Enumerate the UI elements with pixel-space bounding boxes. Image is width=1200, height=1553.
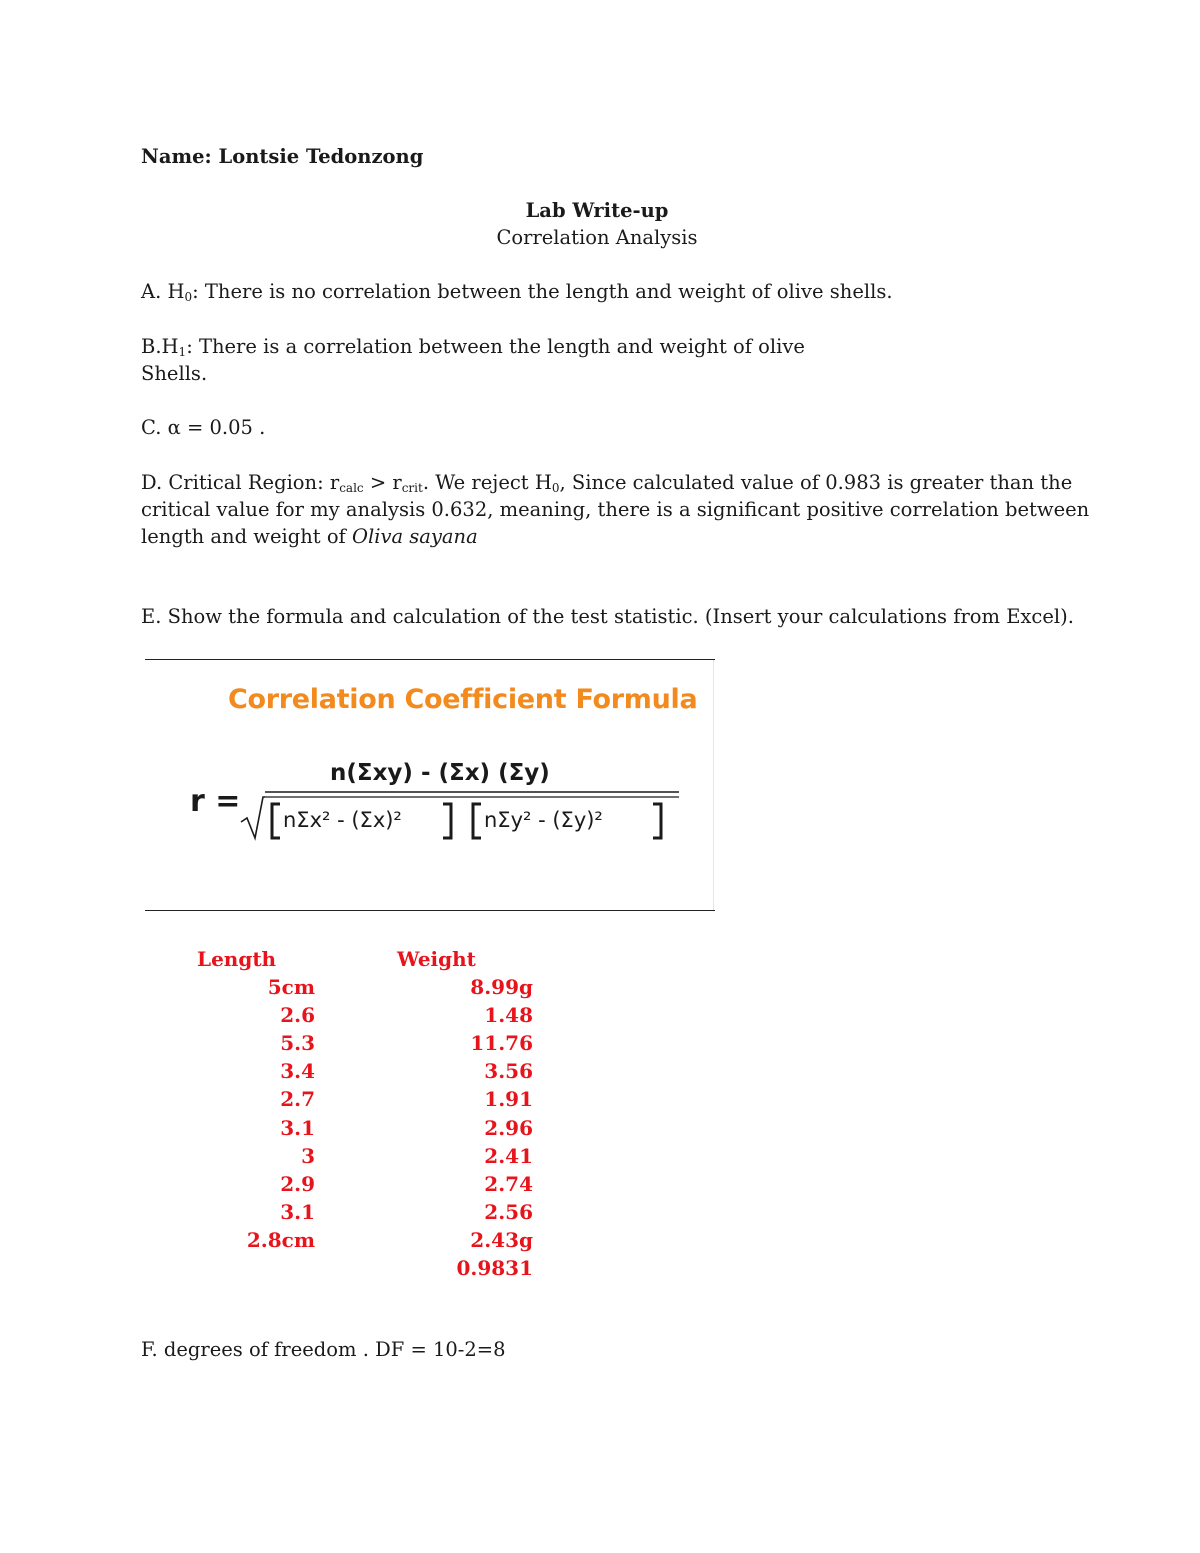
a-subscript: 0 [184, 290, 193, 304]
correlation-result: 0.9831 [456, 1256, 533, 1280]
d-prefix: D. Critical Region: r [141, 471, 340, 494]
alternative-hypothesis-cont: Shells. [141, 362, 208, 385]
d-sub-zero: 0 [551, 481, 560, 495]
alpha-level: C. α = 0.05 . [141, 416, 266, 439]
length-cell: 3.1 [280, 1199, 315, 1224]
weight-cell: 2.43g [470, 1227, 533, 1252]
length-cell: 2.7 [280, 1087, 315, 1112]
formula-image-edge [713, 660, 714, 910]
formula-bottom-rule [145, 910, 715, 911]
species-name: Oliva sayana [351, 525, 478, 548]
right-bracket-open [473, 804, 481, 838]
column-header-length: Length [197, 947, 277, 971]
a-text: : There is no correlation between the length and weight of olive shells. [192, 280, 893, 303]
b-text: : There is a correlation between the length and weight of olive [186, 335, 805, 358]
length-cell: 5.3 [280, 1031, 315, 1056]
document-subtitle: Correlation Analysis [496, 226, 698, 249]
formula-numerator: n(Σxy) - (Σx) (Σy) [330, 760, 550, 786]
denominator-right: nΣy² - (Σy)² [484, 808, 603, 832]
null-hypothesis [141, 278, 893, 305]
d-mid: > r [363, 471, 402, 494]
length-cell: 2.8cm [246, 1227, 315, 1252]
right-bracket-close [653, 804, 661, 838]
critical-region-line3 [141, 523, 478, 550]
formula-top-rule [145, 659, 715, 660]
degrees-of-freedom: F. degrees of freedom . DF = 10-2=8 [141, 1338, 506, 1361]
length-cell: 3.4 [280, 1059, 315, 1084]
d-sub-crit: crit [401, 481, 423, 495]
left-bracket-close [443, 804, 451, 838]
left-bracket-open [272, 804, 280, 838]
weight-cell: 2.56 [484, 1199, 533, 1224]
weight-cell: 3.56 [484, 1059, 533, 1084]
test-statistic-instruction: E. Show the formula and calculation of the test statistic. (Insert your calculations from Excel). [141, 605, 1074, 628]
d-sub-calc: calc [339, 481, 364, 495]
weight-cell: 2.74 [484, 1171, 533, 1196]
b-prefix: B.H [141, 335, 179, 358]
a-prefix: A. H [141, 280, 185, 303]
weight-cell: 2.96 [484, 1115, 533, 1140]
critical-region-line2: critical value for my analysis 0.632, meaning, there is a significant positive correlation between [141, 498, 1090, 521]
document-title: Lab Write-up [525, 199, 669, 222]
weight-cell: 8.99g [470, 975, 533, 999]
length-cell: 2.9 [280, 1171, 315, 1196]
denominator-left: nΣx² - (Σx)² [283, 808, 402, 832]
radical-sign [241, 797, 265, 838]
d-rest: , Since calculated value of 0.983 is greater than the [559, 471, 1073, 494]
weight-cell: 2.41 [484, 1143, 533, 1168]
d-line3-text: length and weight of [141, 525, 352, 548]
student-name: Name: Lontsie Tedonzong [141, 145, 424, 168]
length-cell: 3.1 [280, 1115, 315, 1140]
alternative-hypothesis [141, 333, 805, 360]
formula-lhs: r = [190, 784, 241, 819]
weight-cell: 1.91 [484, 1087, 533, 1112]
column-header-weight: Weight [397, 947, 476, 971]
d-mid2: . We reject H [422, 471, 552, 494]
weight-cell: 11.76 [470, 1031, 533, 1056]
length-cell: 2.6 [280, 1003, 315, 1028]
critical-region-line1 [141, 469, 1072, 496]
length-cell: 3 [301, 1143, 315, 1168]
length-cell: 5cm [267, 975, 315, 999]
b-subscript: 1 [178, 345, 187, 359]
formula-title: Correlation Coefficient Formula [228, 684, 698, 715]
weight-cell: 1.48 [484, 1003, 533, 1028]
